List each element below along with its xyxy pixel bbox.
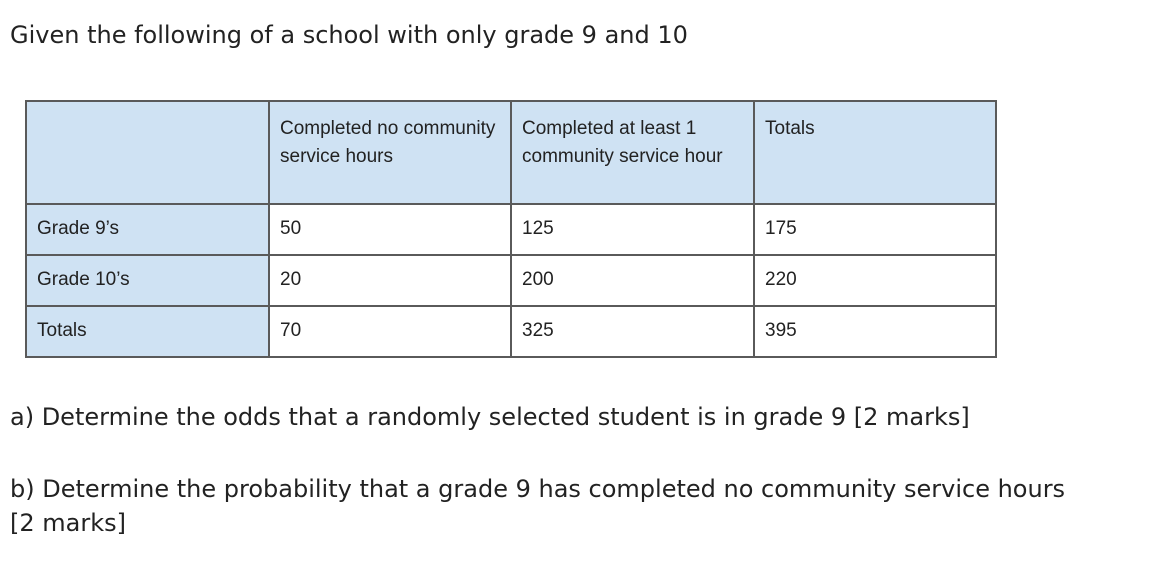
table-row bbox=[26, 255, 996, 306]
table-cell: 20 bbox=[269, 255, 511, 306]
row-label-grade-9: Grade 9’s bbox=[26, 204, 269, 255]
table-cell: 220 bbox=[754, 255, 996, 306]
table-cell: 50 bbox=[269, 204, 511, 255]
header-cell-totals: Totals bbox=[754, 101, 996, 204]
table-cell: 325 bbox=[511, 306, 754, 357]
table-row bbox=[26, 306, 996, 357]
header-cell-at-least-one: Completed at least 1 community service hour bbox=[511, 101, 754, 204]
question-b: b) Determine the probability that a grade 9 has completed no community service hours [2 marks] bbox=[10, 475, 1066, 537]
row-label-grade-10: Grade 10’s bbox=[26, 255, 269, 306]
table-cell: 395 bbox=[754, 306, 996, 357]
table-cell: 200 bbox=[511, 255, 754, 306]
table-row bbox=[26, 204, 996, 255]
row-label-totals: Totals bbox=[26, 306, 269, 357]
data-table-container bbox=[25, 100, 997, 358]
table-header-row bbox=[26, 101, 996, 204]
table-cell: 175 bbox=[754, 204, 996, 255]
question-a: a) Determine the odds that a randomly selected student is in grade 9 [2 marks] bbox=[10, 403, 970, 431]
intro-text: Given the following of a school with only grade 9 and 10 bbox=[10, 21, 688, 49]
table-cell: 70 bbox=[269, 306, 511, 357]
community-service-table bbox=[25, 100, 997, 358]
header-cell-corner bbox=[26, 101, 269, 204]
table-cell: 125 bbox=[511, 204, 754, 255]
header-cell-no-service: Completed no community service hours bbox=[269, 101, 511, 204]
